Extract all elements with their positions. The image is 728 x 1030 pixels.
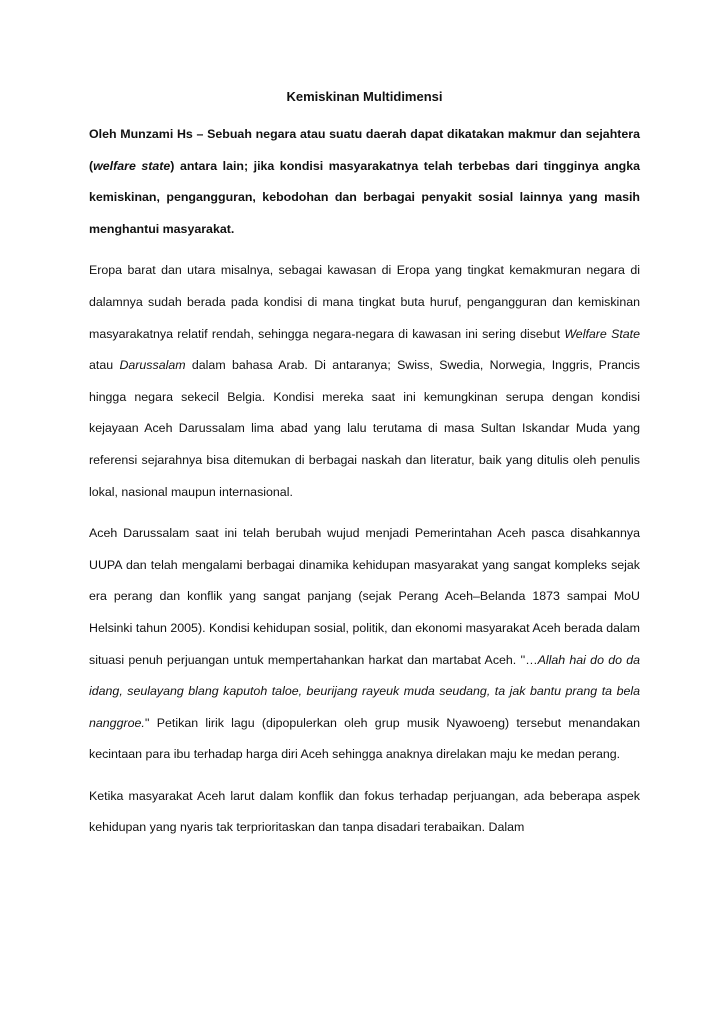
p2-text-2: '' Petikan lirik lagu (dipopulerkan oleh grup musik Nyawoeng) tersebut menandakan kecintaan para ibu terhadap harga diri Aceh sehingga anaknya direlakan maju ke medan perang.: [89, 715, 640, 762]
document-body: [89, 87, 640, 844]
p3-text-1: Ketika masyarakat Aceh larut dalam konflik dan fokus terhadap perjuangan, ada beberapa aspek kehidupan yang nyaris tak terprioritaskan dan tanpa disadari terabaikan. Dalam: [89, 788, 640, 835]
p1-italic-darussalam: Darussalam: [119, 358, 186, 373]
p1-italic-welfare-state: Welfare State: [564, 326, 641, 341]
p1-text-2: atau: [89, 358, 120, 373]
paragraph-3: [89, 781, 640, 844]
lead-text-2: ) antara lain; jika kondisi masyarakatnya telah terbebas dari tingginya angka kemiskinan, pengangguran, kebodohan dan berbagai penyakit sosial lainnya yang masih menghantui masyarakat.: [89, 158, 641, 236]
lead-italic-welfare-state: welfare state: [93, 158, 171, 173]
paragraph-1: [89, 255, 640, 508]
p1-text-3: dalam bahasa Arab. Di antaranya; Swiss, Swedia, Norwegia, Inggris, Prancis hingga negara sekecil Belgia. Kondisi mereka saat ini kemungkinan serupa dengan kondisi kejayaan Aceh Darussalam lima abad yang lalu terutama di masa Sultan Iskandar Muda yang referensi sejarahnya bisa ditemukan di berbagai naskah dan literatur, baik yang ditulis oleh penulis lokal, nasional maupun internasional.: [89, 358, 641, 499]
document-title: Kemiskinan Multidimensi: [286, 89, 443, 104]
lead-text-1: Oleh Munzami Hs – Sebuah negara atau suatu daerah dapat dikatakan makmur dan sejahtera (: [89, 127, 640, 173]
p2-italic-song-lyrics: Allah hai do do da idang, seulayang blang kaputoh taloe, beurijang rayeuk muda seudang, ta jak bantu prang ta bela nanggroe.: [89, 652, 640, 730]
lead-paragraph: [89, 119, 640, 245]
p2-text-1: Aceh Darussalam saat ini telah berubah wujud menjadi Pemerintahan Aceh pasca disahkannya UUPA dan telah mengalami berbagai dinamika kehidupan masyarakat yang sangat kompleks sejak era perang dan konflik yang sangat panjang (sejak Perang Aceh–Belanda 1873 sampai MoU Helsinki tahun 2005). Kondisi kehidupan sosial, politik, dan ekonomi masyarakat Aceh berada dalam situasi penuh perjuangan untuk mempertahankan harkat dan martabat Aceh. ''…: [89, 526, 640, 667]
p1-text-1: Eropa barat dan utara misalnya, sebagai kawasan di Eropa yang tingkat kemakmuran negara di dalamnya sudah berada pada kondisi di mana tingkat buta huruf, pengangguran dan kemiskinan masyarakatnya relatif rendah, sehingga negara-negara di kawasan ini sering disebut: [89, 263, 640, 341]
paragraph-2: [89, 518, 640, 771]
